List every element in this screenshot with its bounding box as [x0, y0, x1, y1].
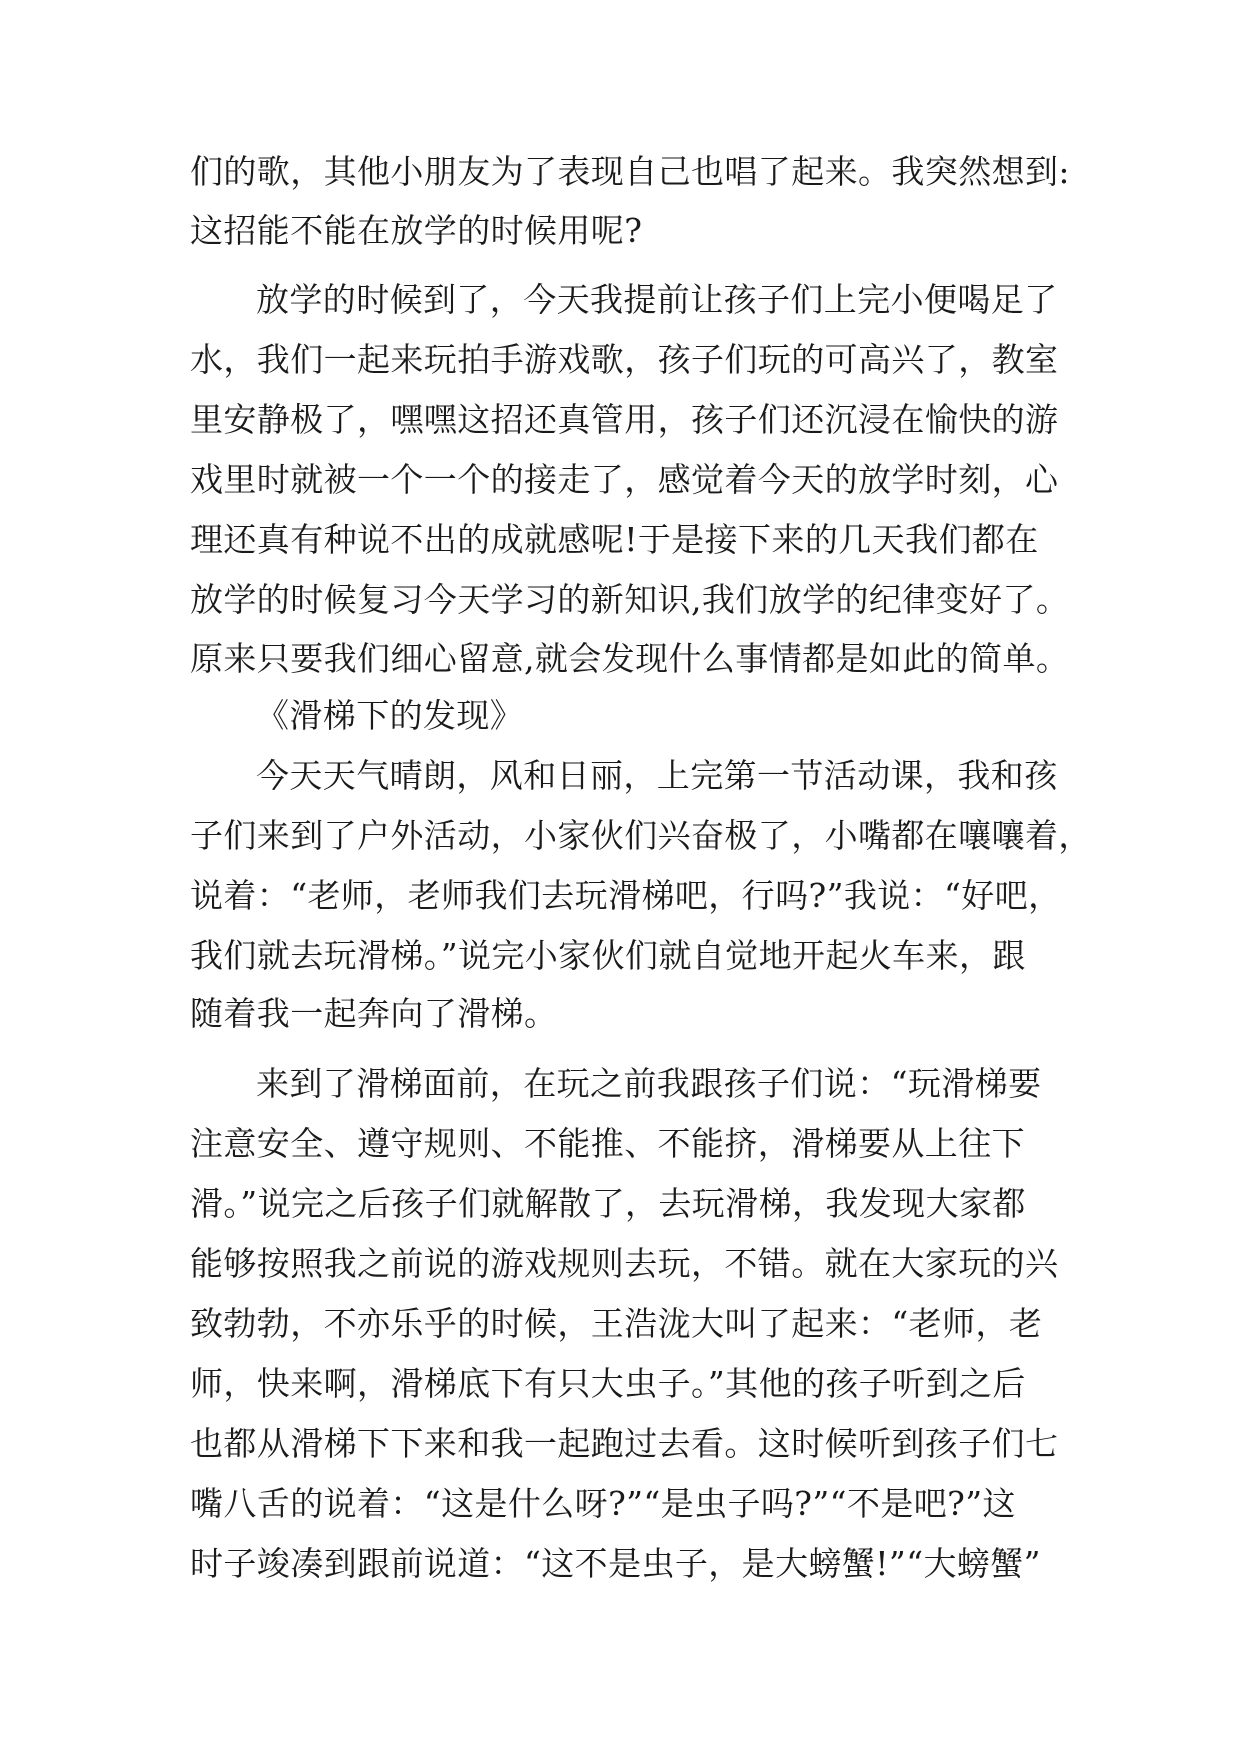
text-line-23: 嘴八舌的说着：“这是什么呀?”“是虫子吗?”“不是吧?”这	[190, 1484, 1016, 1523]
text-line-12: 子们来到了户外活动，小家伙们兴奋极了，小嘴都在嚷嚷着，	[190, 816, 1092, 855]
text-line-9: 原来只要我们细心留意,就会发现什么事情都是如此的简单。	[190, 639, 1070, 678]
section-title: 《滑梯下的发现》	[256, 696, 524, 735]
text-line-19: 能够按照我之前说的游戏规则去玩，不错。就在大家玩的兴	[190, 1244, 1059, 1283]
text-line-1: 们的歌，其他小朋友为了表现自己也唱了起来。我突然想到:	[190, 152, 1070, 191]
text-line-13: 说着：“老师，老师我们去玩滑梯吧，行吗?”我说：“好吧，	[190, 876, 1062, 915]
paragraph-start-line: 放学的时候到了，今天我提前让孩子们上完小便喝足了	[256, 280, 1058, 319]
text-line-2: 这招能不能在放学的时候用呢?	[190, 211, 643, 250]
text-line-20: 致勃勃，不亦乐乎的时候，王浩泷大叫了起来：“老师，老	[190, 1304, 1043, 1343]
paragraph-start-line: 今天天气晴朗，风和日丽，上完第一节活动课，我和孩	[256, 756, 1058, 795]
text-line-24: 时子竣凑到跟前说道：“这不是虫子，是大螃蟹!”“大螃蟹”	[190, 1544, 1041, 1583]
text-line-4: 水，我们一起来玩拍手游戏歌，孩子们玩的可高兴了，教室	[190, 340, 1059, 379]
text-line-8: 放学的时候复习今天学习的新知识,我们放学的纪律变好了。	[190, 580, 1070, 619]
text-line-5: 里安静极了，嘿嘿这招还真管用，孩子们还沉浸在愉快的游	[190, 400, 1059, 439]
text-line-6: 戏里时就被一个一个的接走了，感觉着今天的放学时刻，心	[190, 460, 1059, 499]
text-line-7: 理还真有种说不出的成就感呢!于是接下来的几天我们都在	[190, 520, 1039, 559]
text-line-22: 也都从滑梯下下来和我一起跑过去看。这时候听到孩子们七	[190, 1424, 1059, 1463]
text-line-21: 师，快来啊，滑梯底下有只大虫子。”其他的孩子听到之后	[190, 1364, 1026, 1403]
text-line-15: 随着我一起奔向了滑梯。	[190, 994, 558, 1033]
text-line-14: 我们就去玩滑梯。”说完小家伙们就自觉地开起火车来，跟	[190, 936, 1026, 975]
text-line-17: 注意安全、遵守规则、不能推、不能挤，滑梯要从上往下	[190, 1124, 1025, 1163]
paragraph-start-line: 来到了滑梯面前，在玩之前我跟孩子们说：“玩滑梯要	[256, 1064, 1042, 1103]
text-line-18: 滑。”说完之后孩子们就解散了，去玩滑梯，我发现大家都	[190, 1184, 1026, 1223]
